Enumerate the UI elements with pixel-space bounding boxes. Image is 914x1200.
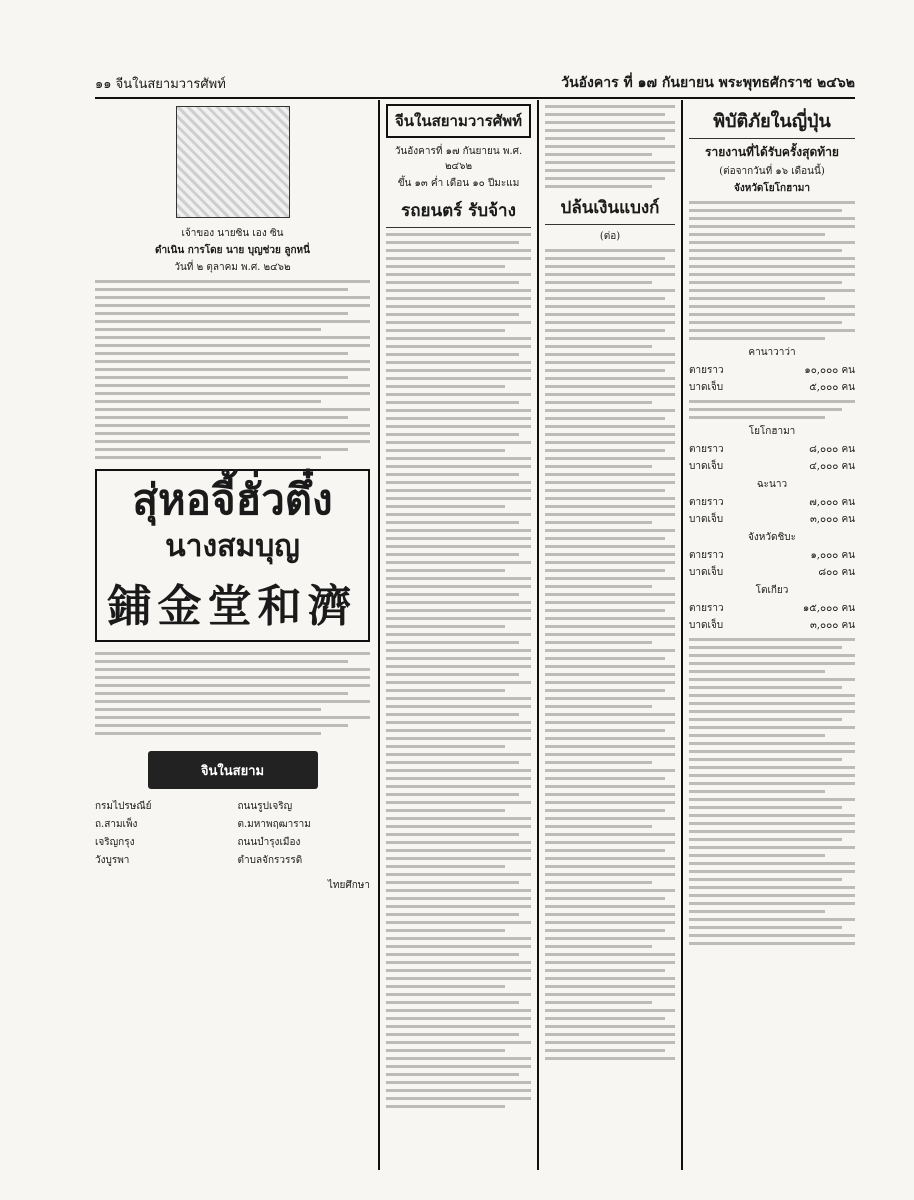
section-title: จังหวัดชิบะ xyxy=(748,532,796,543)
row-label: ตายราว xyxy=(689,444,724,455)
casualty-section xyxy=(689,477,855,527)
column-2 xyxy=(386,100,531,1170)
section-province: จังหวัดโยโกฮามา xyxy=(733,183,811,194)
column-rule xyxy=(537,100,539,1170)
row-value: ๕,๐๐๐ คน xyxy=(809,382,855,393)
section-title: คานาวาว่า xyxy=(748,347,796,358)
article-body-top xyxy=(545,105,675,188)
casualty-section xyxy=(689,530,855,580)
article-continued: (ต่อ) xyxy=(599,231,621,242)
article-body-1 xyxy=(95,280,370,459)
list-item: ต.มหาพฤฒาราม xyxy=(237,819,311,830)
column-rule xyxy=(378,100,380,1170)
row-label: ตายราว xyxy=(689,603,724,614)
column-footer: ไทยศึกษา xyxy=(327,880,370,891)
row-value: ๔,๐๐๐ คน xyxy=(809,461,855,472)
paper-title-box: จีนในสยามวารศัพท์ xyxy=(386,104,531,138)
article-headline: รถยนตร์ รับจ้าง xyxy=(386,197,531,228)
row-value: ๑๕,๐๐๐ คน xyxy=(802,603,855,614)
caption-owner: เจ้าของ นายซิน เอง ซิน xyxy=(181,228,284,239)
casualty-section xyxy=(689,583,855,633)
table-row xyxy=(689,442,855,457)
article-body xyxy=(689,400,855,419)
column-rule xyxy=(681,100,683,1170)
casualty-section xyxy=(689,345,855,395)
row-value: ๑๐,๐๐๐ คน xyxy=(804,365,855,376)
advertisement xyxy=(95,469,370,642)
table-row xyxy=(689,548,855,563)
list-item: กรมไปรษณีย์ xyxy=(95,801,152,812)
paper-lunar-date: ขึ้น ๑๓ ค่ำ เดือน ๑๐ ปีมะแม xyxy=(397,178,520,189)
section-title: โยโกฮามา xyxy=(748,426,796,437)
ad-subtitle: นางสมบุญ xyxy=(165,529,300,564)
section-banner: จินในสยาม xyxy=(148,751,318,789)
ad-chinese: 鋪金堂和濟 xyxy=(107,581,358,632)
masthead xyxy=(95,66,855,99)
row-label: ตายราว xyxy=(689,365,724,376)
masthead-date: วันอังคาร ที่ ๑๗ กันยายน พระพุทธศักราช ๒๔๖๒ xyxy=(561,75,855,91)
table-row xyxy=(689,512,855,527)
row-value: ๘,๐๐๐ คน xyxy=(809,444,855,455)
column-3 xyxy=(545,100,675,1170)
row-label: บาดเจ็บ xyxy=(689,461,724,472)
masthead-left: ๑๑ จีนในสยามวารศัพท์ xyxy=(95,77,226,92)
list-item: ถนนบำรุงเมือง xyxy=(237,837,301,848)
casualty-section xyxy=(689,424,855,474)
article-body xyxy=(689,201,855,340)
article-headline: พิบัติภัยในญี่ปุ่น xyxy=(689,106,855,139)
article-subheadline: รายงานที่ได้รับครั้งสุดท้าย xyxy=(705,145,839,159)
row-value: ๓,๐๐๐ คน xyxy=(809,620,855,631)
row-label: ตายราว xyxy=(689,550,724,561)
row-label: บาดเจ็บ xyxy=(689,567,724,578)
date-line: วันที่ ๒ ตุลาคม พ.ศ. ๒๔๖๒ xyxy=(174,262,291,273)
row-value: ๗,๐๐๐ คน xyxy=(809,497,855,508)
row-value: ๓,๐๐๐ คน xyxy=(809,514,855,525)
row-label: บาดเจ็บ xyxy=(689,620,724,631)
column-4 xyxy=(689,100,855,1170)
address-list xyxy=(95,799,370,868)
table-row xyxy=(689,380,855,395)
row-value: ๘๐๐ คน xyxy=(818,567,855,578)
table-row xyxy=(689,495,855,510)
article-body-2 xyxy=(95,652,370,735)
list-item: เจริญกรุง xyxy=(95,837,135,848)
table-row xyxy=(689,363,855,378)
table-row xyxy=(689,618,855,633)
article-body xyxy=(689,638,855,945)
ad-title: สุ่หอจี้ฮั่วตึ๋ง xyxy=(132,475,333,524)
article-body xyxy=(545,249,675,1060)
article-headline: ปล้นเงินแบงก์ xyxy=(545,194,675,225)
table-row xyxy=(689,601,855,616)
row-label: ตายราว xyxy=(689,497,724,508)
illustration-figure xyxy=(176,106,290,218)
row-value: ๑,๐๐๐ คน xyxy=(810,550,855,561)
row-label: บาดเจ็บ xyxy=(689,514,724,525)
caption-editor: ดำเนิน การโดย นาย บุญช่วย ลูกหนี่ xyxy=(155,245,310,256)
list-item: ตำบลจักรวรรดิ xyxy=(237,855,303,866)
article-continued: (ต่อจากวันที่ ๑๖ เดือนนี้) xyxy=(719,166,825,177)
table-row xyxy=(689,459,855,474)
list-item: วังบูรพา xyxy=(95,855,130,866)
article-body xyxy=(386,233,531,1108)
row-label: บาดเจ็บ xyxy=(689,382,724,393)
paper-date: วันอังคารที่ ๑๗ กันยายน พ.ศ. ๒๔๖๒ xyxy=(394,146,523,172)
column-1 xyxy=(95,100,370,1170)
section-title: โตเกียว xyxy=(755,585,789,596)
section-title: ฉะนาว xyxy=(756,479,788,490)
table-row xyxy=(689,565,855,580)
list-item: ถ.สามเพ็ง xyxy=(95,819,138,830)
list-item: ถนนรูปเจริญ xyxy=(237,801,293,812)
